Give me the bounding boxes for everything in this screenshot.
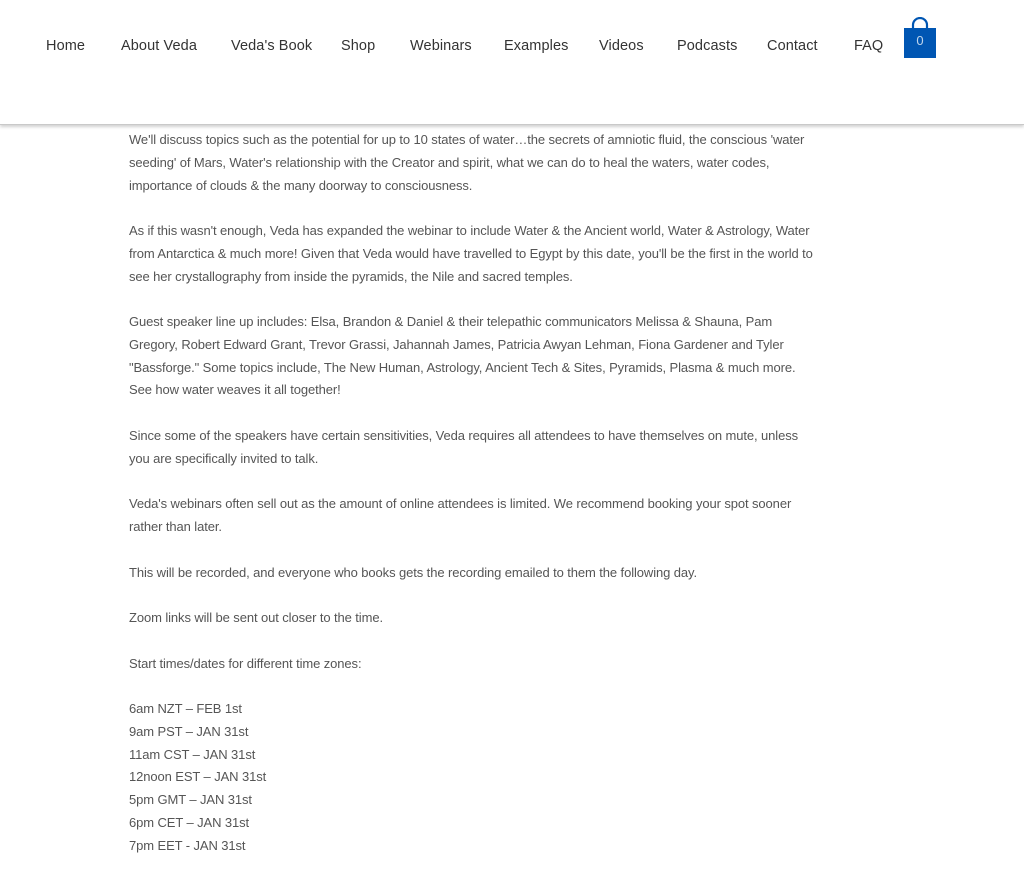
nav-contact[interactable]: Contact <box>767 38 818 54</box>
nav-videos[interactable]: Videos <box>599 38 644 54</box>
paragraph-mute-policy: Since some of the speakers have certain sensitivities, Veda requires all attendees to have themselves on mute, unless you are specifically invited to talk. <box>129 428 799 466</box>
paragraph-expanded-webinar: As if this wasn't enough, Veda has expanded the webinar to include Water & the Ancient world, Water & Astrology, Water from Antarctica & much more! Given that Veda would have travelled to Egypt by this date, you'll be the first in the world to see her crystallography from inside the pyramids, the Nile and sacred temples. <box>129 223 813 284</box>
nav-about-veda[interactable]: About Veda <box>121 38 197 54</box>
nav-webinars[interactable]: Webinars <box>410 38 472 54</box>
shopping-cart-button[interactable] <box>904 17 936 58</box>
paragraph-zoom-links: Zoom links will be sent out closer to the time. <box>129 610 383 625</box>
time-zone-est: 12noon EST – JAN 31st <box>129 769 267 785</box>
cart-item-count: 0 <box>916 33 924 48</box>
time-zone-nzt: 6am NZT – FEB 1st <box>129 701 242 716</box>
paragraph-booking: Veda's webinars often sell out as the amount of online attendees is limited. We recommend booking your spot sooner rather than later. <box>129 496 792 534</box>
paragraph-guest-speakers: Guest speaker line up includes: Elsa, Brandon & Daniel & their telepathic communicators Melissa & Shauna, Pam Gregory, Robert Edward Grant, Trevor Grassi, Jahannah James, Patricia Awyan Lehman, Fiona Gardener and Tyler "Bassforge." Some topics include, The New Human, Astrology, Ancient Tech & Sites, Pyramids, Plasma & much more. See how water weaves it all together! <box>129 314 796 398</box>
paragraph-topics: We'll discuss topics such as the potential for up to 10 states of water…the secrets of amniotic fluid, the conscious 'water seeding' of Mars, Water's relationship with the Creator and spirit, what we can do to heal the waters, water codes, importance of clouds & the many doorway to consciousness. <box>129 132 805 193</box>
time-zone-gmt: 5pm GMT – JAN 31st <box>129 792 252 808</box>
nav-podcasts[interactable]: Podcasts <box>677 38 738 54</box>
paragraph-start-times-heading: Start times/dates for different time zones: <box>129 656 362 671</box>
time-zone-pst: 9am PST – JAN 31st <box>129 723 249 739</box>
main-nav <box>0 38 1024 60</box>
nav-faq[interactable]: FAQ <box>854 38 884 54</box>
time-zone-list <box>129 698 819 858</box>
time-zone-cst: 11am CST – JAN 31st <box>129 746 256 762</box>
webinar-description <box>129 124 819 881</box>
nav-home[interactable]: Home <box>46 38 86 54</box>
nav-shop[interactable]: Shop <box>341 38 376 54</box>
paragraph-recording: This will be recorded, and everyone who books gets the recording emailed to them the following day. <box>129 565 697 580</box>
time-zone-cet: 6pm CET – JAN 31st <box>129 814 250 830</box>
time-zone-eet: 7pm EET - JAN 31st <box>129 837 246 853</box>
nav-examples[interactable]: Examples <box>504 38 569 54</box>
nav-vedas-book[interactable]: Veda's Book <box>231 38 313 54</box>
site-header <box>0 0 1024 125</box>
